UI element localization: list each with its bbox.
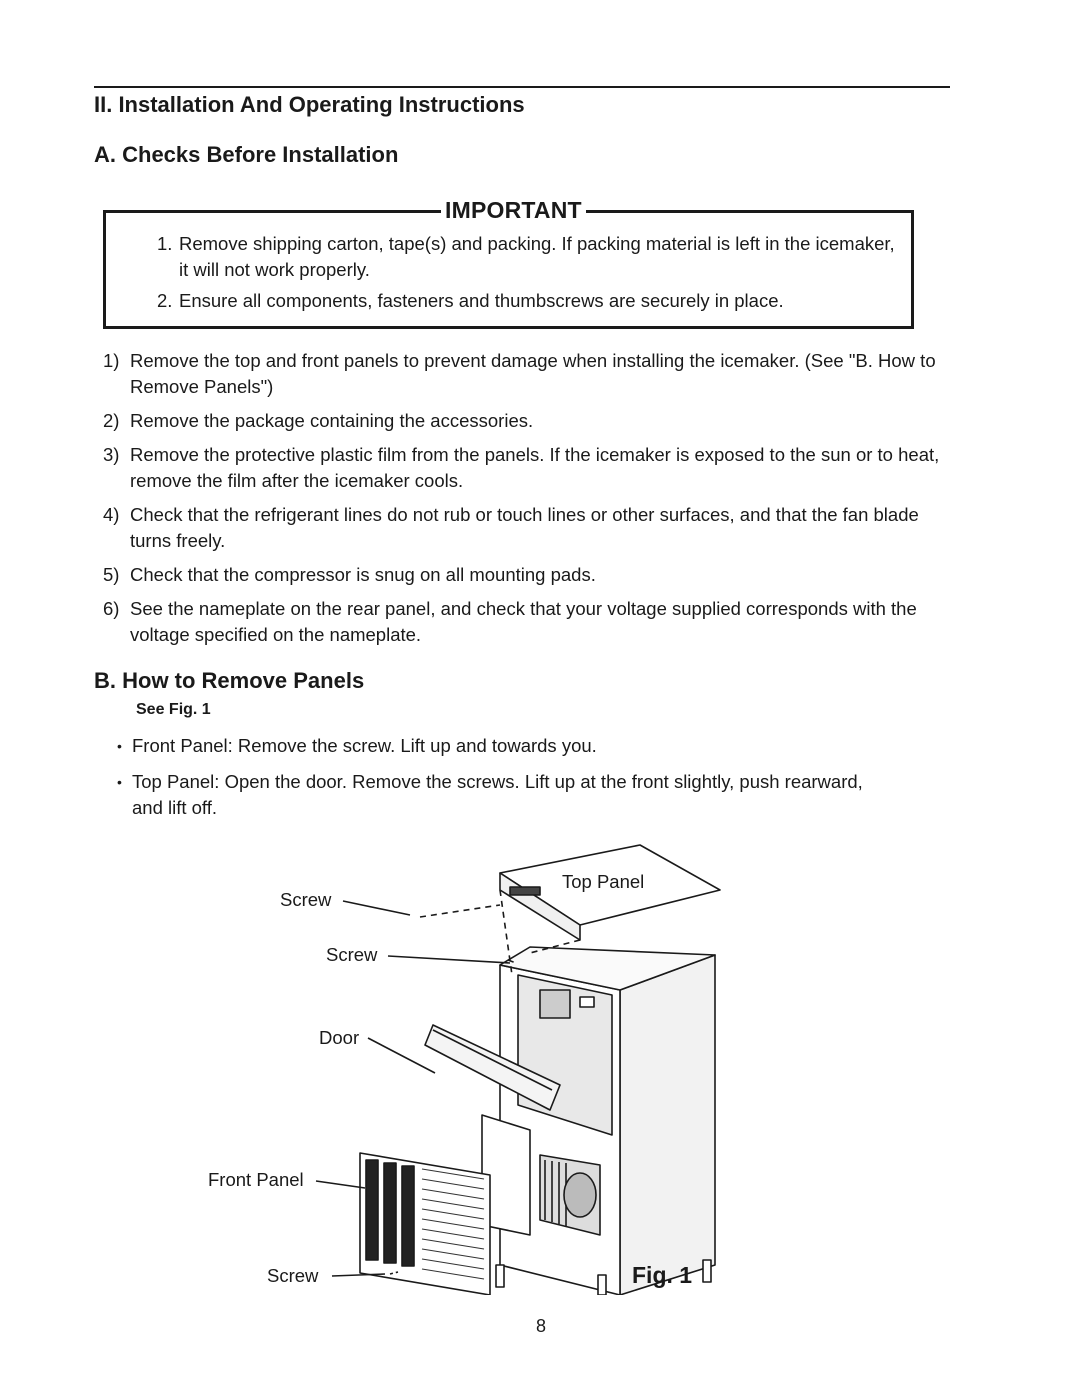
label-screw-2: Screw: [326, 944, 378, 965]
step-item: [103, 562, 963, 588]
see-fig-note: See Fig. 1: [136, 701, 211, 718]
step-number: 6): [103, 598, 120, 619]
step-text: Remove the package containing the accessories.: [130, 410, 534, 431]
important-item: [157, 288, 907, 314]
step-item: [103, 502, 963, 554]
step-number: 3): [103, 444, 120, 465]
subsection-b-title: B. How to Remove Panels: [94, 668, 365, 693]
step-text: Check that the compressor is snug on all mounting pads.: [130, 564, 596, 585]
step-item: [103, 596, 963, 648]
important-list: [157, 231, 907, 319]
figure-caption: Fig. 1: [632, 1262, 693, 1288]
step-text: See the nameplate on the rear panel, and check that your voltage supplied corresponds with the voltage specified on the nameplate.: [130, 598, 917, 645]
brand-plate: [510, 887, 540, 895]
important-title: IMPORTANT: [441, 197, 586, 224]
checklist-steps: [103, 348, 963, 656]
bullet-text: Front Panel: Remove the screw. Lift up and towards you.: [132, 735, 597, 756]
switch: [580, 997, 594, 1007]
important-item-number: 2.: [157, 290, 173, 311]
compressor: [564, 1173, 596, 1217]
label-screw-1: Screw: [280, 889, 332, 910]
important-item-number: 1.: [157, 233, 173, 254]
step-text: Check that the refrigerant lines do not rub or touch lines or other surfaces, and that the fan blade turns freely.: [130, 504, 919, 551]
important-item: [157, 231, 907, 283]
step-item: [103, 442, 963, 494]
important-item-text: Remove shipping carton, tape(s) and packing. If packing material is left in the icemaker, it will not work properly.: [179, 233, 895, 280]
step-number: 1): [103, 350, 120, 371]
step-item: [103, 408, 963, 434]
step-text: Remove the protective plastic film from the panels. If the icemaker is exposed to the sun or to heat, remove the film after the icemaker cools.: [130, 444, 940, 491]
label-door: Door: [319, 1027, 360, 1048]
step-number: 4): [103, 504, 120, 525]
label-screw-3: Screw: [267, 1265, 319, 1286]
important-item-text: Ensure all components, fasteners and thumbscrews are securely in place.: [179, 290, 784, 311]
step-text: Remove the top and front panels to prevent damage when installing the icemaker. (See "B. How to Remove Panels"): [130, 350, 936, 397]
bullet-dot: •: [117, 738, 122, 754]
step-item: [103, 348, 963, 400]
panel-removal-bullets: [117, 733, 897, 831]
bullet-dot: •: [117, 774, 122, 790]
subsection-a-title: A. Checks Before Installation: [94, 142, 399, 167]
top-rule: [94, 86, 950, 88]
icemaker-illustration: [200, 835, 740, 1295]
control-box: [540, 990, 570, 1018]
page-number: 8: [536, 1316, 547, 1336]
label-front-panel: Front Panel: [208, 1169, 304, 1190]
step-number: 2): [103, 410, 120, 431]
cabinet-side: [620, 955, 715, 1295]
section-title: II. Installation And Operating Instructions: [94, 92, 525, 117]
step-number: 5): [103, 564, 120, 585]
bullet-text: Top Panel: Open the door. Remove the screws. Lift up at the front slightly, push rearward, and lift off.: [132, 771, 863, 818]
bullet-item: [117, 733, 897, 759]
label-top-panel: Top Panel: [562, 871, 645, 892]
bullet-item: [117, 769, 897, 821]
